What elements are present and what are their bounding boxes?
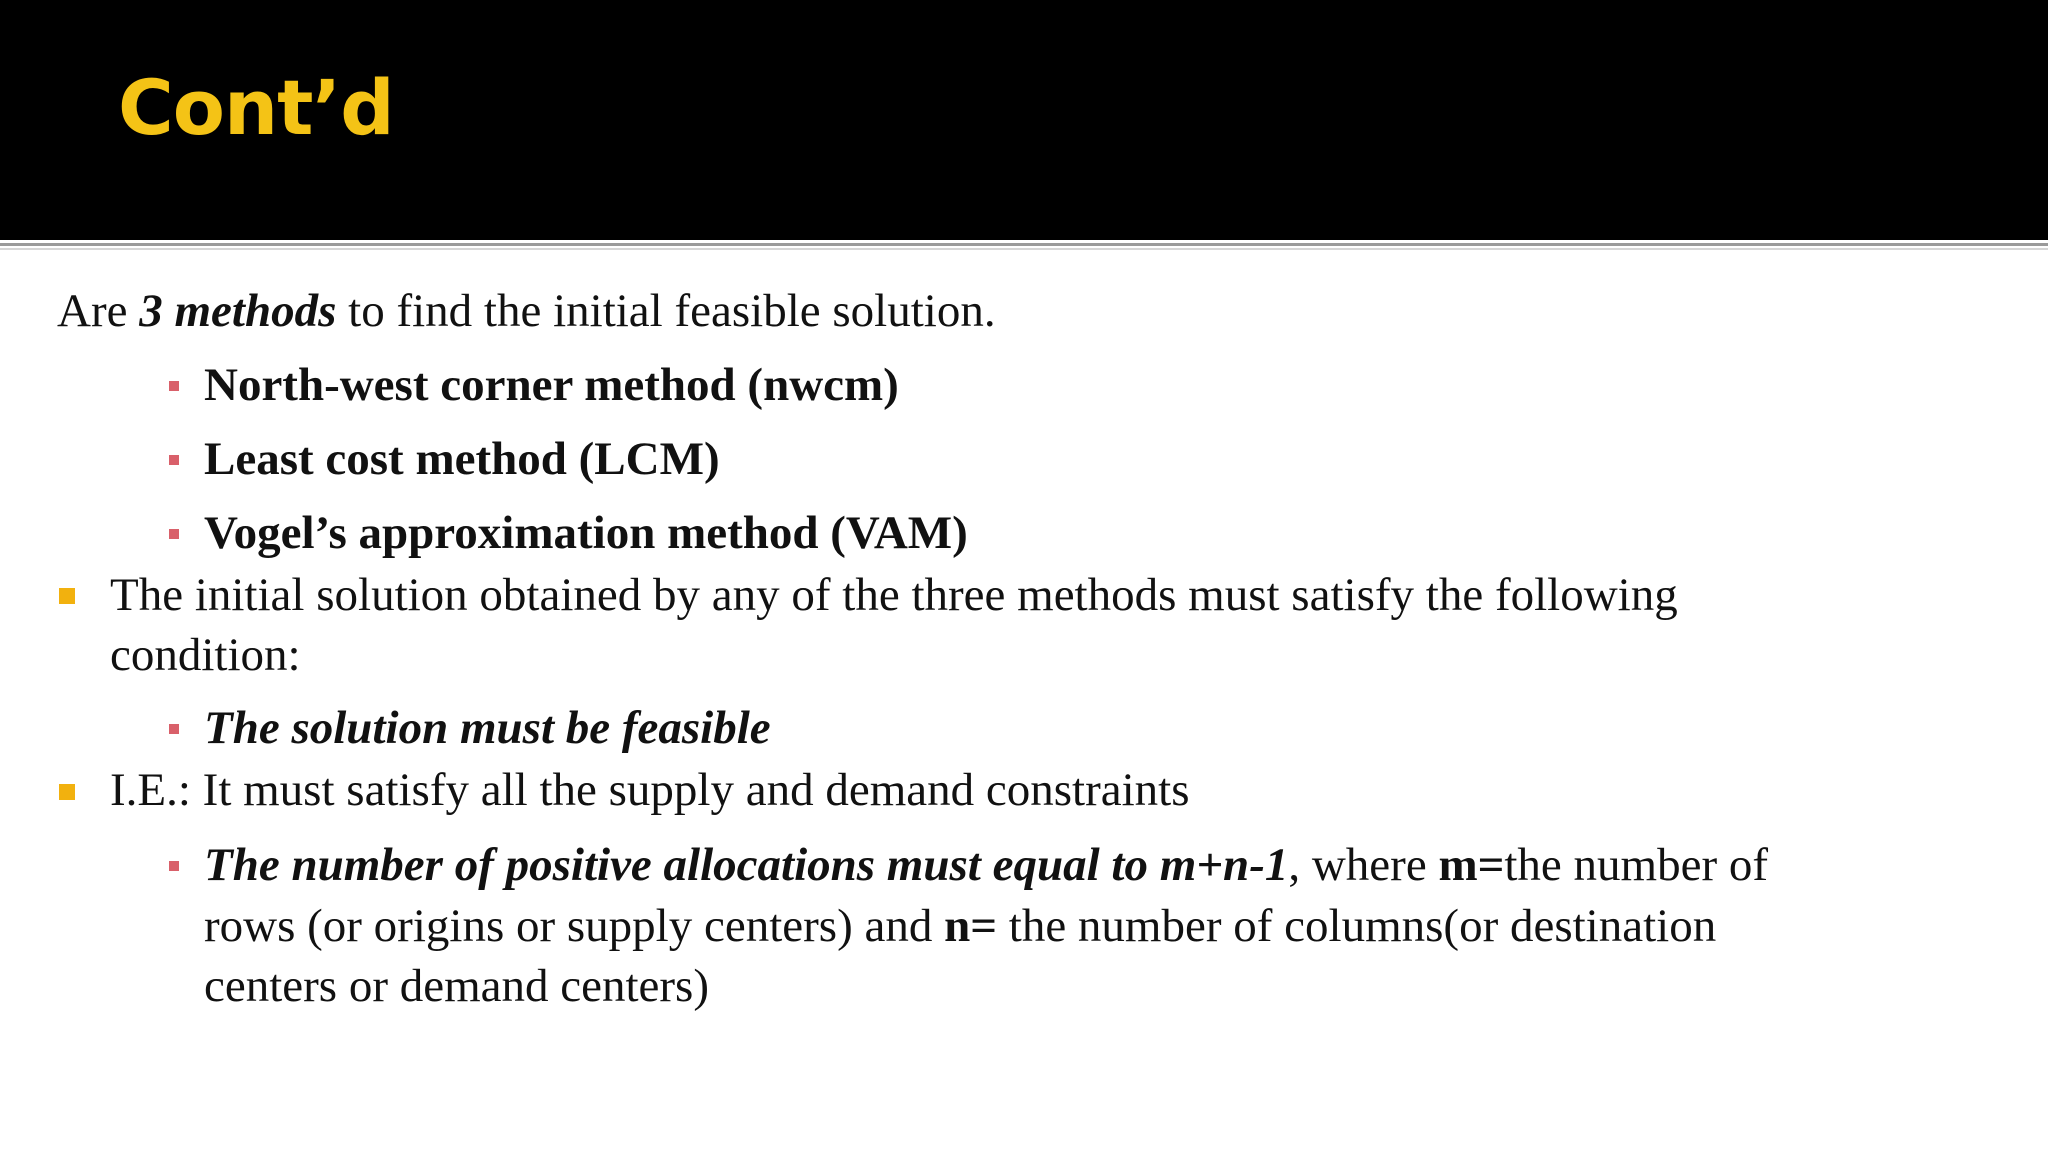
condition-2-line-1 bbox=[204, 835, 1768, 896]
condition-2-text-b: the number of bbox=[1504, 839, 1769, 891]
method-item: Vogel’s approximation method (VAM) bbox=[204, 507, 968, 559]
condition-2-line-2 bbox=[204, 896, 1716, 957]
intro-prefix: Are bbox=[57, 285, 140, 337]
sub-bullet-icon bbox=[169, 529, 179, 539]
sub-bullet-icon bbox=[169, 381, 179, 391]
condition-1: The solution must be feasible bbox=[204, 702, 771, 754]
bullet-icon bbox=[59, 784, 75, 800]
header-divider-light bbox=[0, 248, 2048, 250]
method-item: Least cost method (LCM) bbox=[204, 433, 720, 485]
n-label: n= bbox=[944, 900, 998, 952]
condition-2-line-2-a: rows (or origins or supply centers) and bbox=[204, 900, 945, 952]
point-1-line-2: condition: bbox=[110, 629, 301, 681]
sub-bullet-icon bbox=[169, 455, 179, 465]
bullet-icon bbox=[59, 588, 75, 604]
intro-suffix: to find the initial feasible solution. bbox=[336, 285, 996, 337]
condition-2-line-2-b: the number of columns(or destination bbox=[997, 900, 1717, 952]
point-1-line-1: The initial solution obtained by any of the three methods must satisfy the following bbox=[110, 569, 1678, 621]
point-2: I.E.: It must satisfy all the supply and demand constraints bbox=[110, 764, 1190, 816]
slide-title: Cont’d bbox=[118, 63, 394, 152]
condition-2-line-3: centers or demand centers) bbox=[204, 960, 709, 1012]
condition-2-emphasis: The number of positive allocations must equal to m+n-1 bbox=[204, 839, 1289, 891]
sub-bullet-icon bbox=[169, 861, 179, 871]
intro-line bbox=[57, 281, 996, 342]
title-bar bbox=[0, 0, 2048, 240]
condition-2-text-a: , where bbox=[1288, 839, 1439, 891]
header-divider bbox=[0, 243, 2048, 246]
sub-bullet-icon bbox=[169, 724, 179, 734]
method-item: North-west corner method (nwcm) bbox=[204, 359, 899, 411]
intro-emphasis: 3 methods bbox=[139, 285, 337, 337]
m-label: m= bbox=[1438, 839, 1505, 891]
